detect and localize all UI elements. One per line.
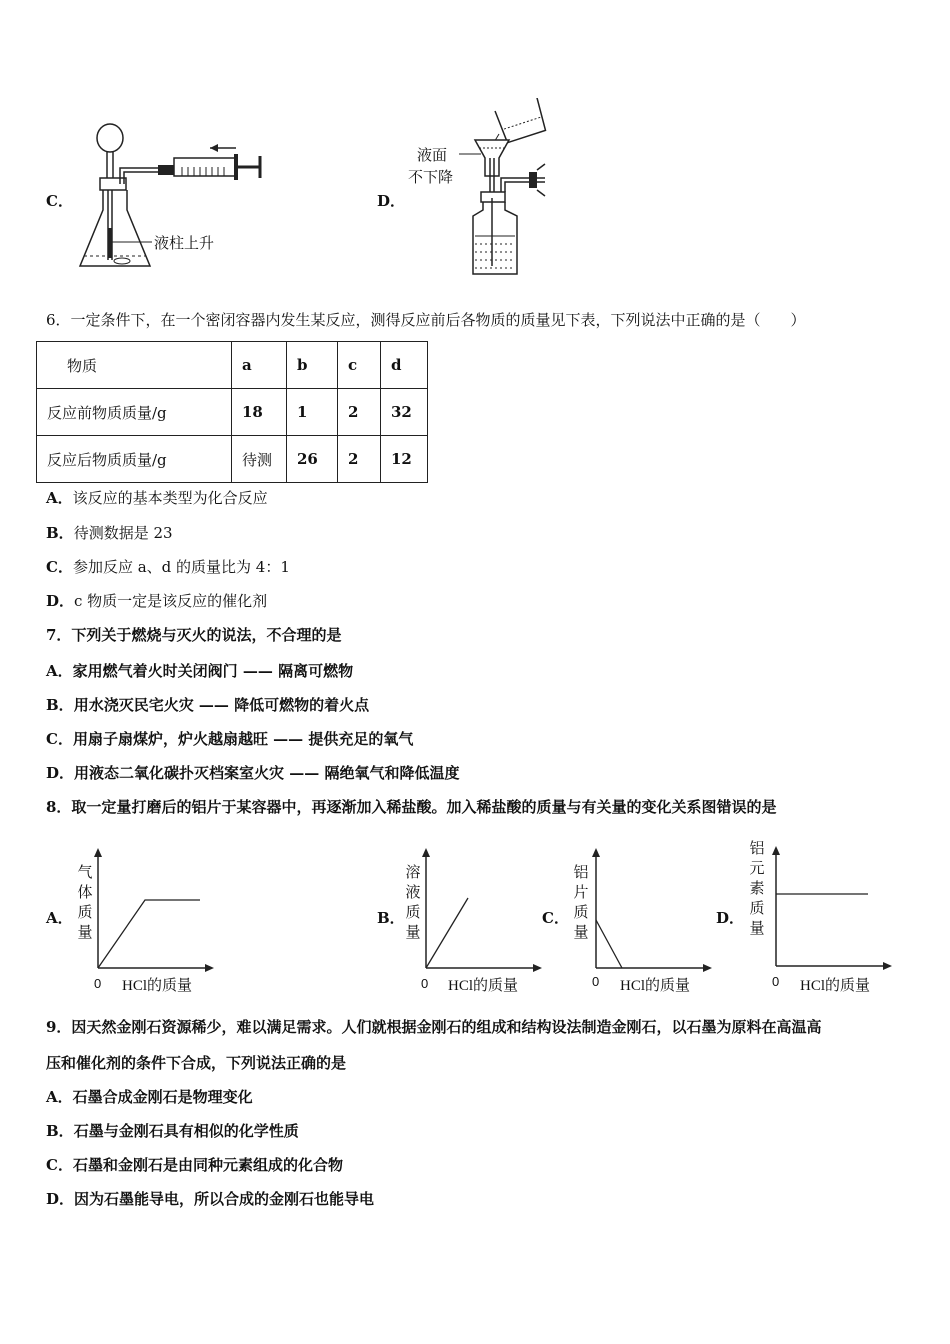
- table-cell: b: [287, 342, 338, 389]
- q8-d-origin: 0: [772, 974, 780, 989]
- q7-option-c[interactable]: C．用扇子扇煤炉，炉火越扇越旺 —— 提供充足的氧气: [46, 730, 414, 748]
- q8-option-a-label[interactable]: A．: [46, 909, 73, 927]
- q9-stem-line1: 9．因天然金刚石资源稀少，难以满足需求。人们就根据金刚石的组成和结构设法制造金刚石，以石墨为原料在高温高: [46, 1018, 822, 1036]
- q8-stem: 8．取一定量打磨后的铝片于某容器中，再逐渐加入稀盐酸。加入稀盐酸的质量与有关量的变化关系图错误的是: [46, 798, 777, 816]
- q6-table: [36, 341, 428, 483]
- q5-option-c-apparatus: [70, 118, 280, 278]
- table-cell: d: [381, 342, 428, 389]
- q7-option-b[interactable]: B．用水浇灭民宅火灾 —— 降低可燃物的着火点: [46, 696, 370, 714]
- q8-c-ylabel: 铝片质量: [573, 863, 589, 941]
- q5-option-d-label[interactable]: D．: [377, 192, 406, 210]
- table-cell: 反应后物质质量/g: [37, 436, 232, 483]
- q8-d-ylabel: 铝元素质量: [749, 839, 765, 937]
- table-row: [37, 342, 428, 389]
- table-cell: 12: [381, 436, 428, 483]
- q8-c-origin: 0: [592, 974, 600, 989]
- q8-option-c-label[interactable]: C．: [542, 909, 569, 927]
- q8-a-ylabel: 气体质量: [77, 863, 93, 941]
- q8-option-b-label[interactable]: B．: [377, 909, 405, 927]
- q5-option-d-note-1: 液面: [417, 146, 448, 164]
- q5-option-d-note-2: 不下降: [408, 168, 454, 186]
- q8-b-origin: 0: [421, 976, 429, 991]
- table-cell: 反应前物质质量/g: [37, 389, 232, 436]
- q9-option-c[interactable]: C．石墨和金刚石是由同种元素组成的化合物: [46, 1156, 343, 1174]
- table-cell: 待测: [232, 436, 287, 483]
- q6-option-d[interactable]: D．c 物质一定是该反应的催化剂: [46, 592, 268, 610]
- q6-option-b[interactable]: B．待测数据是 23: [46, 524, 173, 542]
- q7-stem: 7．下列关于燃烧与灭火的说法，不合理的是: [46, 626, 342, 644]
- table-cell: 18: [232, 389, 287, 436]
- q8-b-ylabel: 溶液质量: [405, 863, 421, 941]
- q5-option-d-apparatus: [455, 98, 575, 280]
- table-cell: a: [232, 342, 287, 389]
- q8-b-xlabel: HCl的质量: [448, 978, 519, 994]
- q8-graph-c: [588, 848, 713, 973]
- q6-stem: 6．一定条件下，在一个密闭容器内发生某反应，测得反应前后各物质的质量见下表，下列说法中正确的是（ ）: [46, 311, 806, 329]
- q8-a-origin: 0: [94, 976, 102, 991]
- q6-option-a[interactable]: A．该反应的基本类型为化合反应: [46, 489, 268, 507]
- q8-option-d-label[interactable]: D．: [716, 909, 745, 927]
- table-cell: 1: [287, 389, 338, 436]
- q9-option-b[interactable]: B．石墨与金刚石具有相似的化学性质: [46, 1122, 299, 1140]
- q8-graph-d: [768, 846, 893, 971]
- table-cell: 32: [381, 389, 428, 436]
- table-cell: 2: [338, 389, 381, 436]
- q6-option-c[interactable]: C．参加反应 a、d 的质量比为 4：1: [46, 558, 290, 576]
- q7-option-a[interactable]: A．家用燃气着火时关闭阀门 —— 隔离可燃物: [46, 662, 354, 680]
- q8-graph-b: [418, 848, 543, 973]
- q9-option-a[interactable]: A．石墨合成金刚石是物理变化: [46, 1088, 253, 1106]
- q5-option-c-note: 液柱上升: [154, 234, 215, 252]
- table-row: [37, 389, 428, 436]
- table-cell: 2: [338, 436, 381, 483]
- q5-option-c-label[interactable]: C．: [46, 192, 73, 210]
- q8-c-xlabel: HCl的质量: [620, 978, 691, 994]
- q9-stem-line2: 压和催化剂的条件下合成，下列说法正确的是: [46, 1054, 347, 1072]
- q8-a-xlabel: HCl的质量: [122, 978, 193, 994]
- q8-d-xlabel: HCl的质量: [800, 978, 871, 994]
- table-row: [37, 436, 428, 483]
- q8-graph-a: [90, 848, 215, 973]
- q7-option-d[interactable]: D．用液态二氧化碳扑灭档案室火灾 —— 隔绝氧气和降低温度: [46, 764, 460, 782]
- table-cell: 物质: [37, 342, 232, 389]
- q9-option-d[interactable]: D．因为石墨能导电，所以合成的金刚石也能导电: [46, 1190, 375, 1208]
- table-cell: 26: [287, 436, 338, 483]
- table-cell: c: [338, 342, 381, 389]
